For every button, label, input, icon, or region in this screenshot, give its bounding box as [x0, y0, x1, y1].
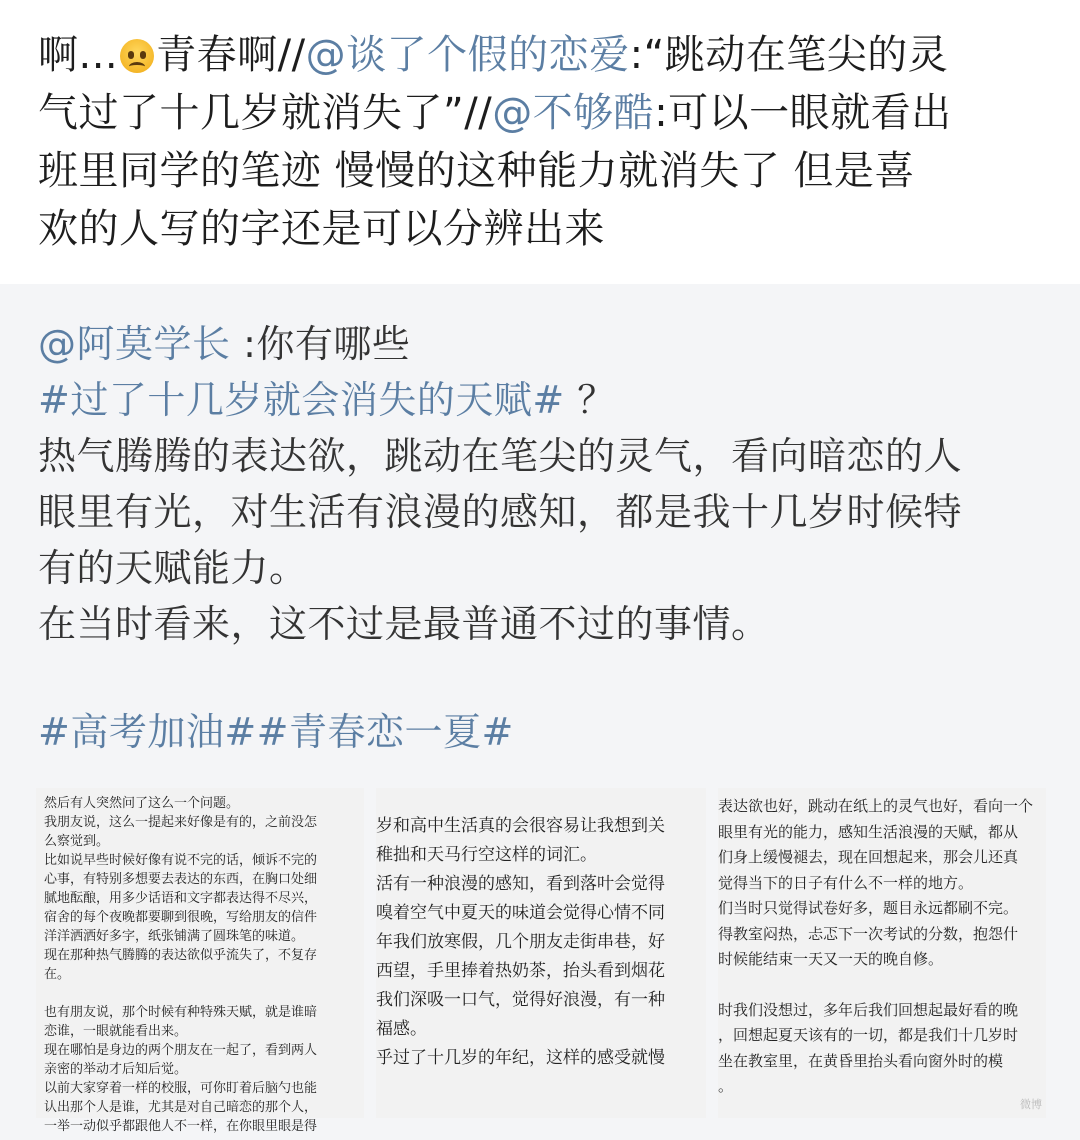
thumbnail-text-line: 们身上缓慢褪去，现在回想起来，那会儿还真 — [718, 848, 1019, 866]
thumbnail-text-line: 腻地酝酿，用多少话语和文字都表达得不尽兴， — [44, 891, 318, 906]
topic-line-text: ？ — [564, 378, 616, 422]
thumbnail-text-line: 现在那种热气腾腾的表达欲似乎流失了，不复存 — [44, 948, 318, 963]
mention-link-2[interactable]: @不够酷 — [492, 90, 655, 136]
thumbnail-text-1 — [36, 788, 364, 1134]
topic-line — [38, 372, 1046, 428]
thumbnail-text-line: 认出那个人是谁，尤其是对自己暗恋的那个人， — [44, 1100, 318, 1115]
body-line-4: 在当时看来，这不过是最普通不过的事情。 — [38, 602, 770, 646]
author-line-text: :你有哪些 — [230, 322, 411, 366]
thumbnail-text-line: 我朋友说，这么一提起来好像是有的，之前没怎 — [44, 815, 318, 830]
thumbnail-text-line: 时候能结束一天又一天的晚自修。 — [718, 950, 944, 968]
repost-text-segment: 青春啊// — [156, 32, 306, 78]
thumbnail-text-line: 稚拙和天马行空这样的词汇。 — [376, 845, 597, 865]
thumbnail-text-line: 以前大家穿着一样的校服，可你盯着后脑勺也能 — [44, 1081, 318, 1096]
thumbnail-text-line: 也有朋友说，那个时候有种特殊天赋，就是谁暗 — [44, 1005, 318, 1020]
repost-line-3: 班里同学的笔迹 慢慢的这种能力就消失了 但是喜 — [38, 148, 915, 194]
original-author-line — [38, 316, 1046, 372]
repost-line-4: 欢的人写的字还是可以分辨出来 — [38, 206, 605, 252]
thumbnail-text-line: 表达欲也好，跳动在纸上的灵气也好，看向一个 — [718, 797, 1034, 815]
thumbnail-text-line: 心事，有特别多想要去表达的东西，在胸口处细 — [44, 872, 318, 887]
thumbnail-image-3[interactable] — [718, 788, 1046, 1118]
thumbnail-text-line: 宿舍的每个夜晚都要聊到很晚，写给朋友的信件 — [44, 910, 318, 925]
repost-line-1 — [38, 26, 1046, 84]
body-line-1: 热气腾腾的表达欲，跳动在笔尖的灵气，看向暗恋的人 — [38, 434, 963, 478]
topic-hashtag-link[interactable]: #过了十几岁就会消失的天赋# — [38, 378, 565, 422]
image-gallery — [36, 788, 1046, 1134]
thumbnail-text-line: 坐在教室里，在黄昏里抬头看向窗外时的模 — [718, 1051, 1004, 1070]
tags-hashtag-links[interactable]: #高考加油##青春恋一夏# — [38, 710, 514, 754]
thumbnail-text-line: 时我们没想过，多年后我们回想起最好看的晚 — [718, 1000, 1019, 1019]
spacer — [38, 652, 1046, 704]
thumbnail-text-line: 们当时只觉得试卷好多，题目永远都刷不完。 — [718, 899, 1019, 917]
mention-link-1[interactable]: @谈了个假的恋爱 — [305, 32, 630, 78]
thumbnail-text-line: 亲密的举动才后知后觉。 — [44, 1062, 188, 1077]
weibo-watermark: 微博 — [1020, 1098, 1042, 1111]
repost-text — [38, 26, 1046, 258]
thumbnail-text-line: 然后有人突然问了这么一个问题。 — [44, 796, 240, 811]
thumbnail-text-line: 嗅着空气中夏天的味道会觉得心情不同 — [376, 903, 665, 923]
thumbnail-text-line: 觉得当下的日子有什么不一样的地方。 — [718, 873, 974, 892]
thumbnail-text-line: 。 — [718, 1077, 734, 1095]
thumbnail-text-line: 得教室闷热，忐忑下一次考试的分数，抱怨什 — [718, 924, 1019, 943]
repost-text-segment: :“跳动在笔尖的灵 — [629, 32, 949, 78]
repost-comment — [0, 0, 1080, 280]
thumbnail-text-line: 岁和高中生活真的会很容易让我想到关 — [376, 816, 665, 836]
repost-text-segment: 气过了十几岁就消失了”// — [38, 90, 493, 136]
body-line-2: 眼里有光，对生活有浪漫的感知，都是我十几岁时候特 — [38, 490, 963, 534]
thumbnail-text-line: 恋谁，一眼就能看出来。 — [44, 1024, 188, 1039]
thumbnail-text-line: ，回想起夏天该有的一切，都是我们十几岁时 — [718, 1026, 1019, 1044]
thumbnail-text-3 — [718, 788, 1046, 1118]
thumbnail-text-line: 西望，手里捧着热奶茶，抬头看到烟花 — [376, 961, 665, 981]
thumbnail-image-2[interactable] — [376, 788, 706, 1118]
thumbnail-text-line: 眼里有光的能力，感知生活浪漫的天赋，都从 — [718, 822, 1019, 841]
thumbnail-text-line: 一举一动似乎都跟他人不一样，在你眼里眼是得 — [44, 1119, 318, 1134]
thumbnail-text-line: 比如说早些时候好像有说不完的话，倾诉不完的 — [44, 853, 318, 868]
thumbnail-text-line — [718, 973, 1046, 998]
thumbnail-text-line: 年我们放寒假，几个朋友走街串巷，好 — [376, 932, 665, 952]
thumbnail-text-line — [44, 984, 356, 1003]
thumbnail-text-line: 福感。 — [376, 1019, 427, 1039]
repost-text-segment: 啊... — [38, 32, 119, 78]
body-line-3: 有的天赋能力。 — [38, 546, 308, 590]
thumbnail-text-line: 我们深吸一口气，觉得好浪漫，有一种 — [376, 990, 665, 1010]
thumbnail-text-line: 么察觉到。 — [44, 834, 110, 849]
thumbnail-text-line: 乎过了十几岁的年纪，这样的感受就慢 — [376, 1048, 665, 1068]
thumbnail-text-line: 在。 — [44, 967, 71, 982]
crying-face-emoji-icon — [120, 39, 154, 73]
repost-line-2 — [38, 84, 1046, 142]
repost-text-segment: :可以一眼就看出 — [654, 90, 952, 136]
original-post[interactable] — [0, 284, 1080, 1140]
thumbnail-image-1[interactable] — [36, 788, 364, 1134]
thumbnail-text-2 — [376, 788, 706, 1118]
thumbnail-text-line: 洋洋洒洒好多字，纸张铺满了圆珠笔的味道。 — [44, 929, 305, 944]
author-mention-link[interactable]: @阿莫学长 — [38, 322, 231, 366]
thumbnail-text-line: 现在哪怕是身边的两个朋友在一起了，看到两人 — [44, 1043, 318, 1058]
thumbnail-text-line: 活有一种浪漫的感知，看到落叶会觉得 — [376, 874, 665, 894]
